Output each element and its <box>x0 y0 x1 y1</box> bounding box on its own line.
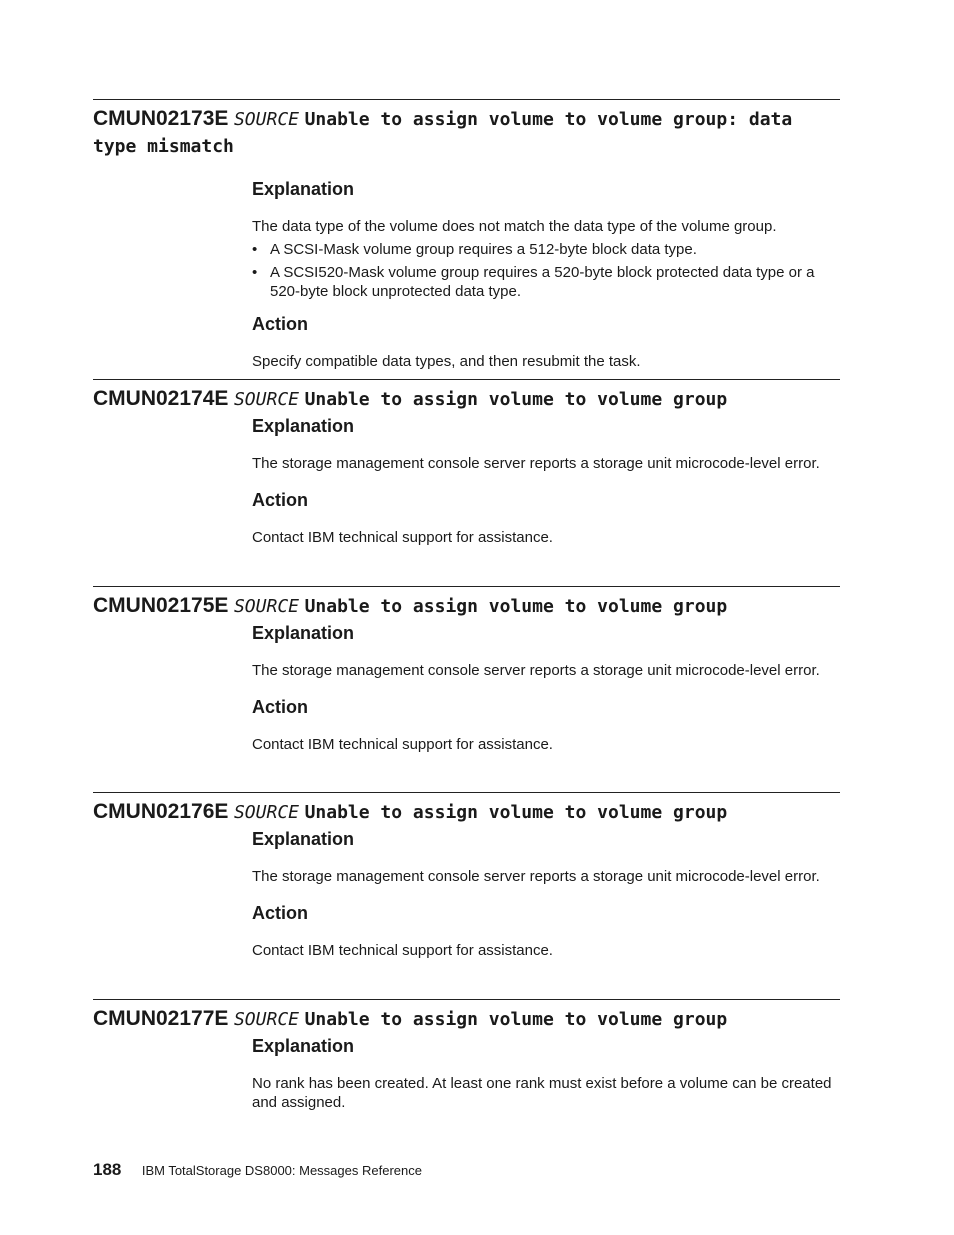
action-heading: Action <box>252 903 308 923</box>
explanation-text: The storage management console server reports a storage unit microcode-level error. <box>252 662 820 679</box>
explanation-heading: Explanation <box>252 829 355 849</box>
message-source: SOURCE <box>233 389 299 410</box>
message-source: SOURCE <box>233 1009 299 1030</box>
explanation-heading: Explanation <box>252 179 355 199</box>
message-text: Unable to assign volume to volume group <box>304 802 728 823</box>
page-number: 188 <box>93 1160 122 1179</box>
bullet-list <box>252 240 840 301</box>
action-text: Contact IBM technical support for assistance. <box>252 942 553 959</box>
message-source: SOURCE <box>233 596 299 617</box>
message-source: SOURCE <box>233 802 299 823</box>
message-heading <box>93 386 840 413</box>
page-footer <box>93 1160 422 1180</box>
explanation-heading: Explanation <box>252 416 355 436</box>
message-entry <box>93 379 840 547</box>
message-entry <box>93 586 840 754</box>
message-id: CMUN02174E <box>93 387 229 410</box>
message-text: Unable to assign volume to volume group <box>304 389 728 410</box>
message-entry <box>93 792 840 960</box>
message-body <box>252 828 840 960</box>
action-heading: Action <box>252 697 308 717</box>
explanation-text: The storage management console server reports a storage unit microcode-level error. <box>252 455 820 472</box>
message-entry <box>93 99 840 371</box>
message-heading <box>93 1006 840 1033</box>
message-heading <box>93 593 840 620</box>
message-source: SOURCE <box>233 109 299 130</box>
message-heading <box>93 799 840 826</box>
action-text: Contact IBM technical support for assistance. <box>252 529 553 546</box>
explanation-heading: Explanation <box>252 623 355 643</box>
message-heading <box>93 106 840 160</box>
book-title: IBM TotalStorage DS8000: Messages Reference <box>141 1163 422 1178</box>
message-body <box>252 622 840 754</box>
action-text: Specify compatible data types, and then resubmit the task. <box>252 353 641 370</box>
message-id: CMUN02173E <box>93 107 229 130</box>
message-body <box>252 1035 840 1112</box>
message-text: Unable to assign volume to volume group: data type mismatch <box>93 109 793 157</box>
message-id: CMUN02175E <box>93 594 229 617</box>
list-item: • A SCSI520-Mask volume group requires a 520-byte block protected data type or a 520-byte block unprotected data type. <box>252 264 815 300</box>
message-text: Unable to assign volume to volume group <box>304 1009 728 1030</box>
message-id: CMUN02176E <box>93 800 229 823</box>
action-text: Contact IBM technical support for assistance. <box>252 736 553 753</box>
action-heading: Action <box>252 314 308 334</box>
explanation-heading: Explanation <box>252 1036 355 1056</box>
message-text: Unable to assign volume to volume group <box>304 596 728 617</box>
explanation-text: No rank has been created. At least one rank must exist before a volume can be created and assigned. <box>252 1075 832 1111</box>
message-body <box>252 178 840 371</box>
message-body <box>252 415 840 547</box>
list-item: • A SCSI-Mask volume group requires a 512-byte block data type. <box>252 241 697 258</box>
explanation-text: The storage management console server reports a storage unit microcode-level error. <box>252 868 820 885</box>
message-entry <box>93 999 840 1112</box>
explanation-text: The data type of the volume does not match the data type of the volume group. <box>252 218 777 235</box>
message-id: CMUN02177E <box>93 1007 229 1030</box>
action-heading: Action <box>252 490 308 510</box>
